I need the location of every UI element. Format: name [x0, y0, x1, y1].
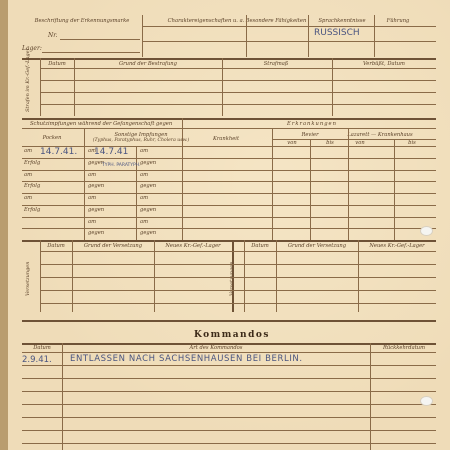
erkr-col-lazarett: Lazarett — Krankenhaus	[347, 132, 413, 138]
komm-col-art: Art des Kommandos	[189, 345, 243, 351]
punch-hole-lower	[420, 396, 433, 406]
strafen-side-label: Strafen im Kr.-Gef.-Lager	[25, 48, 31, 112]
sprachkenntnisse-label: Sprachkenntnisse	[318, 18, 366, 24]
revier-von: von	[287, 140, 297, 146]
impf-row-sonstige2-label: am	[140, 218, 149, 225]
revier-bis: bis	[326, 140, 334, 146]
erkr-col-krankheit: Krankheit	[212, 136, 240, 142]
impf-row-pocken-label: am	[24, 171, 33, 178]
nr-label: Nr.	[48, 32, 58, 39]
impf-row-sonstige-label: gegen	[88, 230, 105, 237]
strafen-col-datum: Datum	[48, 61, 66, 67]
impf-row-sonstige2-label: am	[140, 195, 149, 201]
lazarett-bis: bis	[408, 140, 416, 146]
impf-row-sonstige-label: am	[88, 218, 97, 225]
pocken-date: 14.7.41.	[40, 147, 78, 157]
komm-col-rueckkehr: Rückkehrdatum	[382, 345, 426, 351]
impf-row-sonstige2-label: am	[140, 171, 149, 178]
impf-row-sonstige2-label: gegen	[140, 230, 157, 237]
strafen-col-verbuesst: Verbüßt, Datum	[363, 61, 405, 67]
vers-right-col-datum: Datum	[251, 243, 269, 249]
erkr-col-revier: Revier	[301, 132, 319, 138]
charakter-label: Charaktereigenschaften u. a.	[167, 18, 245, 24]
impf-row-pocken-label: Erfolg	[24, 183, 41, 190]
punch-hole-upper	[420, 226, 433, 236]
sonstige-gegen-value: TYPH. PARATYPH.	[102, 163, 141, 168]
komm-col-datum: Datum	[33, 345, 51, 351]
impf-row-sonstige-label: am	[88, 195, 97, 201]
impf-col-sonstige: Sonstige Impfungen	[114, 132, 168, 138]
fuehrung-label: Führung	[386, 18, 410, 24]
versetzungen-side-left: Versetzungen	[25, 261, 31, 296]
vers-right-col-lager: Neues Kr.-Gef.-Lager	[369, 243, 425, 249]
impf-col-sonstige-sub: (Typhus, Paratyphus, Ruhr, Cholera usw.)	[92, 138, 190, 143]
impf-row-pocken-label: Erfolg	[24, 159, 41, 166]
strafen-col-strafmass: Strafmaß	[263, 61, 289, 67]
impf-row-pocken-label: Erfolg	[24, 206, 41, 213]
erkrankungen-header: Erkrankungen	[287, 121, 337, 127]
sonstige-date: 14.7.41	[94, 147, 129, 157]
strafen-col-grund: Grund der Bestrafung	[119, 61, 177, 67]
impfungen-header: Schutzimpfungen während der Gefangenschaft gegen	[30, 121, 173, 127]
impf-row-sonstige-label: gegen	[88, 183, 105, 190]
vers-left-col-grund: Grund der Versetzung	[83, 243, 143, 249]
impf-col-pocken: Pocken	[42, 135, 62, 141]
versetzungen-side-right: Versetzungen	[229, 261, 235, 296]
sprachkenntnisse-value: RUSSISCH	[314, 28, 360, 38]
vers-left-col-lager: Neues Kr.-Gef.-Lager	[165, 243, 221, 249]
erkennungsmarke-label: Beschriftung der Erkennungsmarke	[34, 18, 130, 24]
faehigkeiten-label: Besondere Fähigkeiten	[245, 18, 307, 24]
impf-row-sonstige2-label: gegen	[140, 206, 157, 213]
impf-row-pocken-label: am	[24, 195, 33, 201]
kommando-entry: ENTLASSEN NACH SACHSENHAUSEN BEI BERLIN.	[70, 354, 303, 364]
impf-row-pocken-label: am	[24, 148, 33, 154]
lager-label: Lager:	[22, 45, 42, 52]
impf-row-sonstige-label: gegen	[88, 159, 105, 166]
vers-right-col-grund: Grund der Versetzung	[287, 243, 347, 249]
impf-row-sonstige2-label: gegen	[140, 159, 157, 166]
kommando-date: 2.9.41.	[22, 355, 52, 365]
lazarett-von: von	[355, 140, 365, 146]
impf-row-sonstige-label: gegen	[88, 206, 105, 213]
pow-card-back	[8, 0, 450, 450]
impf-row-sonstige2-label: gegen	[140, 183, 157, 190]
vers-left-col-datum: Datum	[47, 243, 65, 249]
kommandos-title: Kommandos	[194, 330, 270, 340]
impf-row-sonstige2-label: am	[140, 148, 149, 154]
impf-row-sonstige-label: am	[88, 148, 97, 154]
impf-row-sonstige-label: am	[88, 171, 97, 178]
